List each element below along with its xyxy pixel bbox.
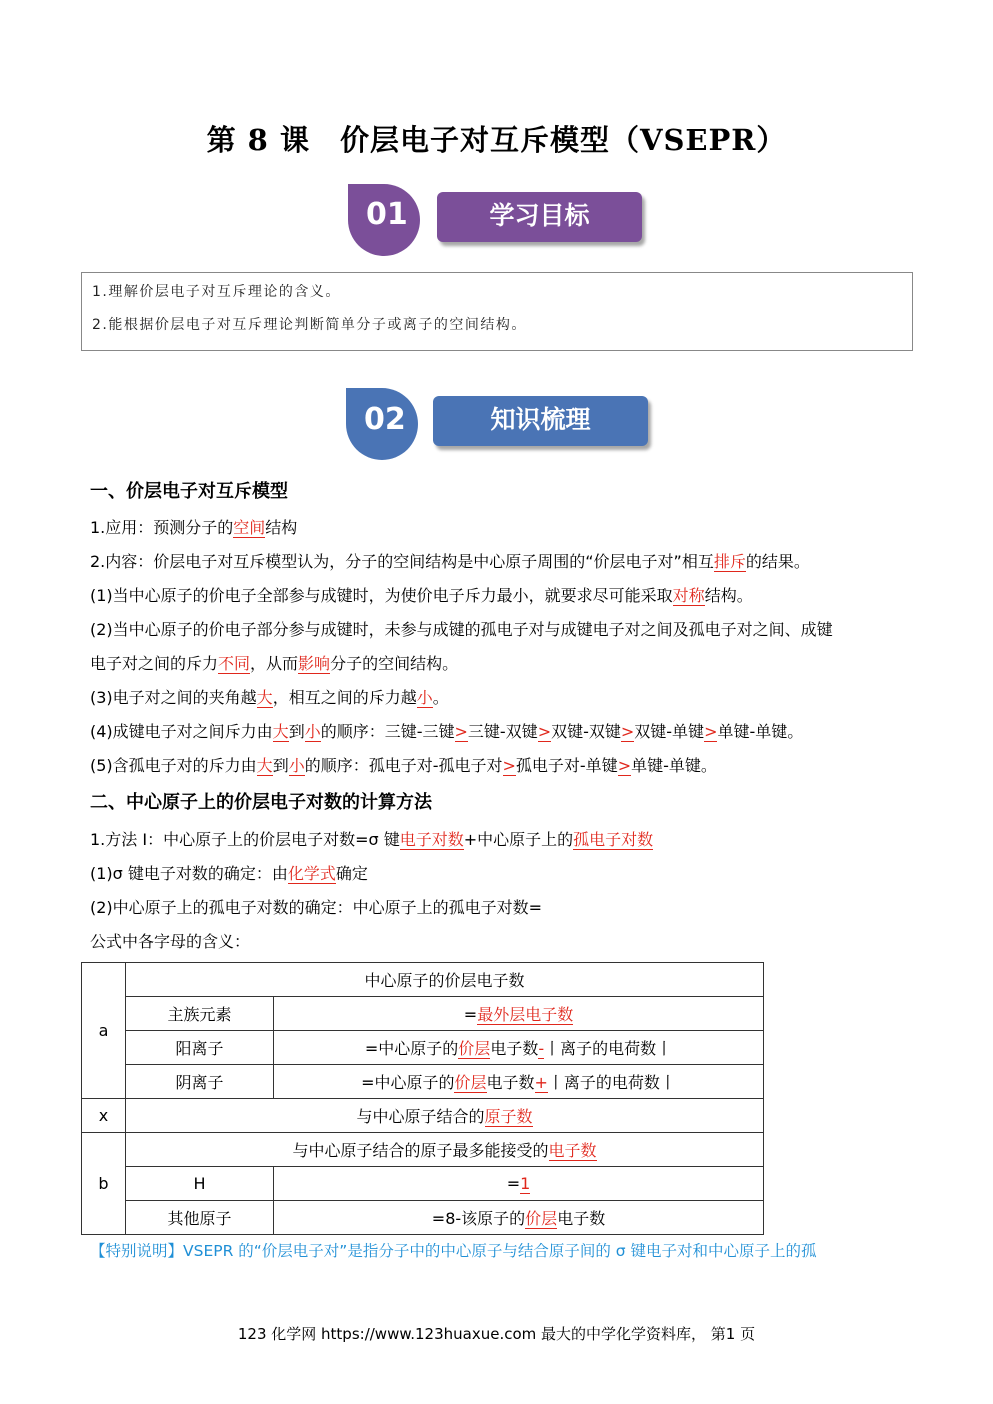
goal-2: 2.能根据价层电子对互斥理论判断简单分子或离子的空间结构。 <box>92 317 527 333</box>
b-header: 与中心原子结合的原子最多能接受的电子数 <box>126 1133 764 1167</box>
badge-02-number: 02 <box>364 402 406 437</box>
paragraph-point-2a: (2)当中心原子的价电子部分参与成键时，未参与成键的孤电子对与成键电子对之间及孤电子对之间、成键 <box>90 620 833 639</box>
answer-blank: 大 <box>256 688 273 707</box>
paragraph-sigma-bonds: (1)σ 键电子对数的确定：由化学式确定 <box>90 864 368 883</box>
row-label-x: x <box>82 1099 126 1133</box>
row-label-b: b <box>82 1133 126 1235</box>
anion-label: 阴离子 <box>126 1065 274 1099</box>
other-atom-value: =8-该原子的价层电子数 <box>274 1201 764 1235</box>
anion-value: =中心原子的价层电子数+丨离子的电荷数丨 <box>274 1065 764 1099</box>
section-2-heading: 二、中心原子上的价层电子对数的计算方法 <box>90 792 432 813</box>
hydrogen-value: =1 <box>274 1167 764 1201</box>
badge-02-label: 知识梳理 <box>433 396 648 446</box>
answer-blank: 对称 <box>672 586 705 605</box>
learning-goals-box <box>81 272 913 351</box>
paragraph-content: 2.内容：价层电子对互斥模型认为，分子的空间结构是中心原子周围的“价层电子对”相互排斥的结果。 <box>90 552 810 571</box>
hydrogen-label: H <box>126 1167 274 1201</box>
paragraph-letter-meaning: 公式中各字母的含义： <box>90 932 251 951</box>
a-header: 中心原子的价层电子数 <box>126 963 764 997</box>
answer-blank: 不同 <box>218 654 251 673</box>
section-1-heading: 一、价层电子对互斥模型 <box>90 481 288 502</box>
answer-blank: 影响 <box>298 654 331 673</box>
formula-letter-table <box>81 962 764 1235</box>
page-footer: 123 化学网 https://www.123huaxue.com 最大的中学化学资料库， 第1 页 <box>237 1325 756 1343</box>
page-title: 第 8 课 价层电子对互斥模型（VSEPR） <box>206 123 787 157</box>
paragraph-point-4: (4)成键电子对之间斥力由大到小的顺序：三键-三键>三键-双键>双键-双键>双键-单键>单键-单键。 <box>90 722 804 741</box>
paragraph-application: 1.应用：预测分子的空间结构 <box>90 518 298 537</box>
badge-01-number: 01 <box>366 197 408 232</box>
paragraph-method-1: 1.方法 I：中心原子上的价层电子对数=σ 键电子对数+中心原子上的孤电子对数 <box>90 830 654 849</box>
other-atom-label: 其他原子 <box>126 1201 274 1235</box>
answer-blank: 排斥 <box>713 552 746 571</box>
paragraph-point-3: (3)电子对之间的夹角越大，相互之间的斥力越小。 <box>90 688 449 707</box>
main-group-label: 主族元素 <box>126 997 274 1031</box>
answer-blank: 空间 <box>233 518 266 537</box>
cation-value: =中心原子的价层电子数-丨离子的电荷数丨 <box>274 1031 764 1065</box>
badge-knowledge-review <box>342 384 652 460</box>
main-group-value: =最外层电子数 <box>274 997 764 1031</box>
special-note: 【特别说明】VSEPR 的“价层电子对”是指分子中的中心原子与结合原子间的 σ 键电子对和中心原子上的孤 <box>90 1242 817 1260</box>
paragraph-point-5: (5)含孤电子对的斥力由大到小的顺序：孤电子对-孤电子对>孤电子对-单键>单键-单键。 <box>90 756 717 775</box>
paragraph-point-1: (1)当中心原子的价电子全部参与成键时，为使价电子斥力最小，就要求尽可能采取对称结构。 <box>90 586 753 605</box>
goal-1: 1.理解价层电子对互斥理论的含义。 <box>92 284 341 300</box>
cation-label: 阳离子 <box>126 1031 274 1065</box>
badge-01-label: 学习目标 <box>437 192 642 242</box>
paragraph-point-2b: 电子对之间的斥力不同，从而影响分子的空间结构。 <box>90 654 459 673</box>
answer-blank: 小 <box>416 688 433 707</box>
x-value: 与中心原子结合的原子数 <box>126 1099 764 1133</box>
row-label-a: a <box>82 963 126 1099</box>
badge-learning-goals <box>344 180 649 256</box>
paragraph-lone-pairs: (2)中心原子上的孤电子对数的确定：中心原子上的孤电子对数= <box>90 898 543 917</box>
